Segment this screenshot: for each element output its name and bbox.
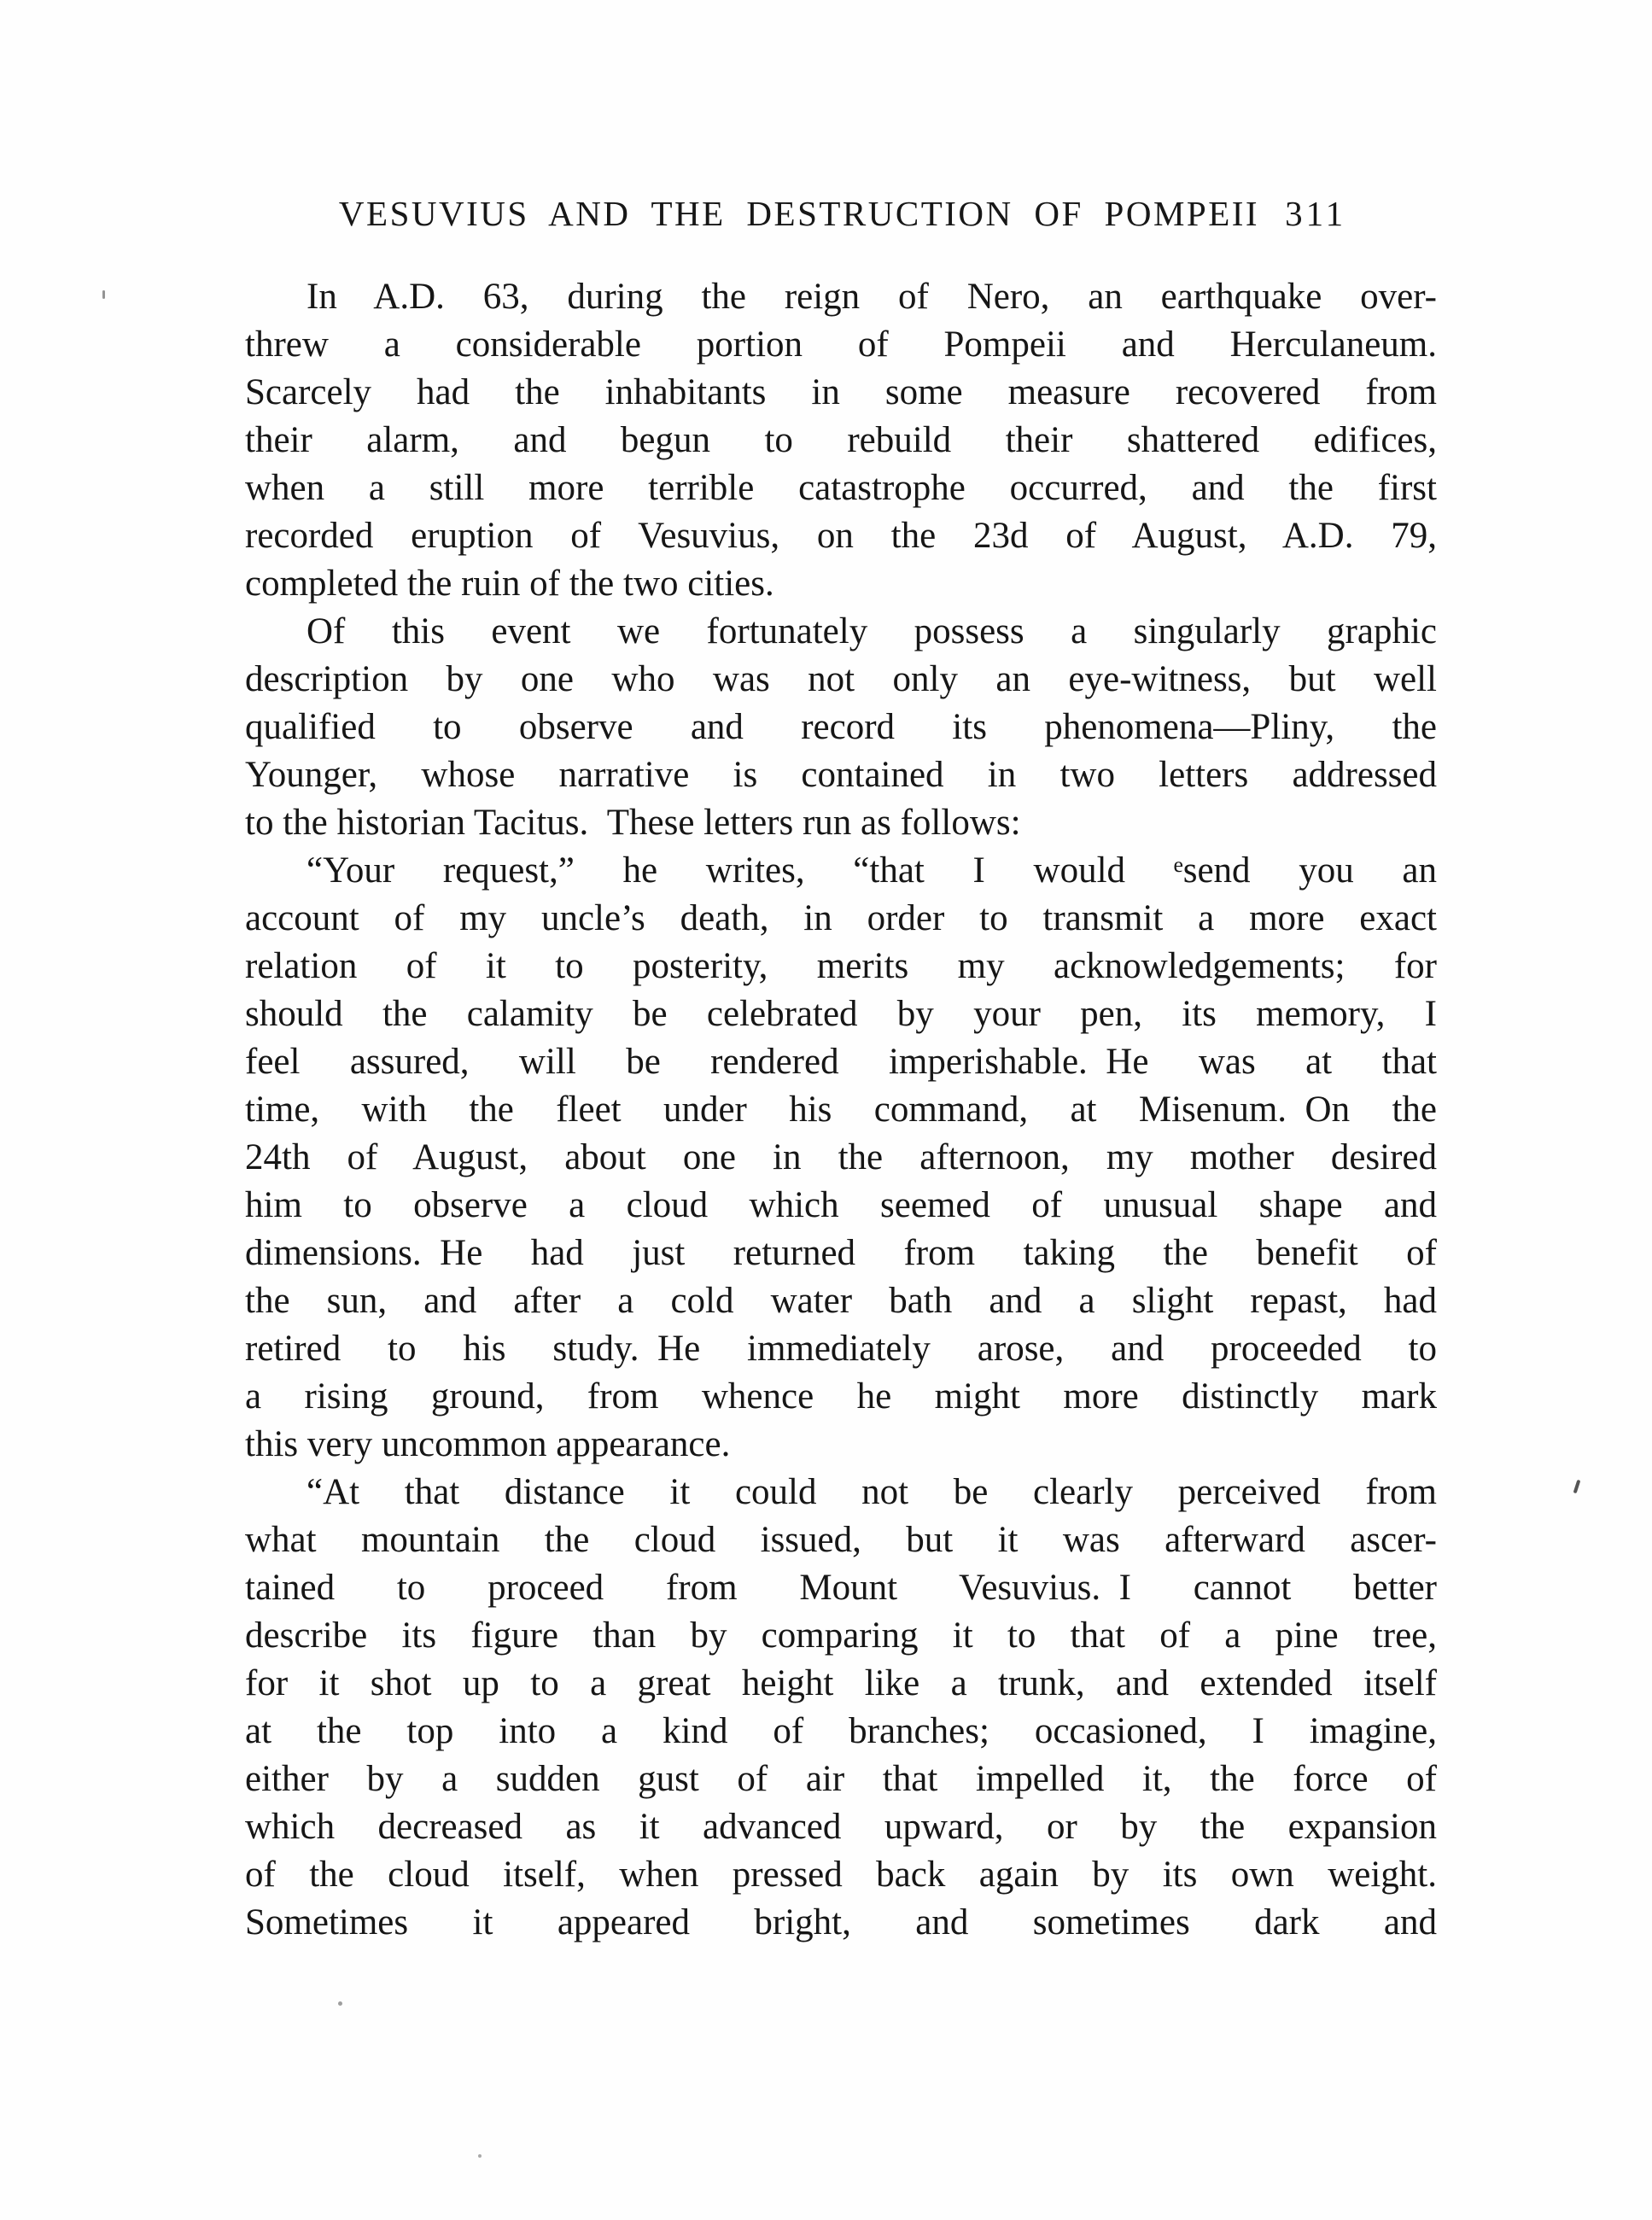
text-line: In A.D. 63, during the reign of Nero, an earthquake over- <box>306 277 1437 317</box>
text-line: “At that distance it could not be clearly perceived from <box>306 1472 1437 1512</box>
page-number: 311 <box>1285 194 1347 233</box>
text-line: Sometimes it appeared bright, and sometimes dark and <box>245 1902 1437 1942</box>
text-line: dimensions. He had just returned from taking the benefit of <box>245 1233 1437 1273</box>
paragraph <box>245 847 1437 1469</box>
text-line: either by a sudden gust of air that impelled it, the force of <box>245 1759 1437 1799</box>
text-line: describe its figure than by comparing it to that of a pine tree, <box>245 1615 1437 1656</box>
text-line: Younger, whose narrative is contained in two letters addressed <box>245 755 1437 795</box>
scan-speck <box>338 2001 342 2006</box>
scan-speck <box>478 2154 482 2158</box>
text-line: 24th of August, about one in the afternoon, my mother desired <box>245 1137 1437 1177</box>
text-line: this very uncommon appearance. <box>245 1424 731 1464</box>
running-head <box>245 193 1440 234</box>
text-line: description by one who was not only an eye-witness, but well <box>245 659 1437 699</box>
text-line: what mountain the cloud issued, but it was afterward ascer- <box>245 1520 1437 1560</box>
text-line: retired to his study. He immediately arose, and proceeded to <box>245 1329 1437 1369</box>
text-line: for it shot up to a great height like a trunk, and extended itself <box>245 1663 1437 1703</box>
scan-speck <box>1573 1480 1581 1493</box>
text-line: their alarm, and begun to rebuild their shattered edifices, <box>245 420 1437 460</box>
text-line: relation of it to posterity, merits my acknowledgements; for <box>245 946 1437 986</box>
text-line: Scarcely had the inhabitants in some measure recovered from <box>245 372 1437 412</box>
text-line: Of this event we fortunately possess a singularly graphic <box>306 611 1437 651</box>
text-line: tained to proceed from Mount Vesuvius. I cannot better <box>245 1568 1437 1608</box>
text-line: feel assured, will be rendered imperishable. He was at that <box>245 1042 1437 1082</box>
text-line: threw a considerable portion of Pompeii and Herculaneum. <box>245 324 1437 365</box>
text-line: should the calamity be celebrated by your pen, its memory, I <box>245 994 1437 1034</box>
text-line: completed the ruin of the two cities. <box>245 564 774 604</box>
text-line: “Your request,” he writes, “that I would ᵉsend you an <box>306 850 1437 891</box>
text-line: the sun, and after a cold water bath and a slight repast, had <box>245 1281 1437 1321</box>
text-line: when a still more terrible catastrophe occurred, and the first <box>245 468 1437 508</box>
text-block <box>245 273 1437 1947</box>
paragraph <box>245 608 1437 847</box>
text-line: of the cloud itself, when pressed back again by its own weight. <box>245 1855 1437 1895</box>
paragraph <box>245 1469 1437 1947</box>
text-line: qualified to observe and record its phenomena—Pliny, the <box>245 707 1437 747</box>
text-line: at the top into a kind of branches; occasioned, I imagine, <box>245 1711 1437 1751</box>
text-line: a rising ground, from whence he might more distinctly mark <box>245 1376 1437 1417</box>
text-line: account of my uncle’s death, in order to transmit a more exact <box>245 898 1437 938</box>
text-line: recorded eruption of Vesuvius, on the 23d of August, A.D. 79, <box>245 516 1437 556</box>
text-line: which decreased as it advanced upward, or by the expansion <box>245 1807 1437 1847</box>
text-line: to the historian Tacitus. These letters run as follows: <box>245 803 1021 843</box>
text-line: him to observe a cloud which seemed of unusual shape and <box>245 1185 1437 1225</box>
text-line: time, with the fleet under his command, at Misenum. On the <box>245 1090 1437 1130</box>
running-head-title: VESUVIUS AND THE DESTRUCTION OF POMPEII <box>338 194 1260 233</box>
scan-speck <box>102 290 105 299</box>
paragraph <box>245 273 1437 608</box>
